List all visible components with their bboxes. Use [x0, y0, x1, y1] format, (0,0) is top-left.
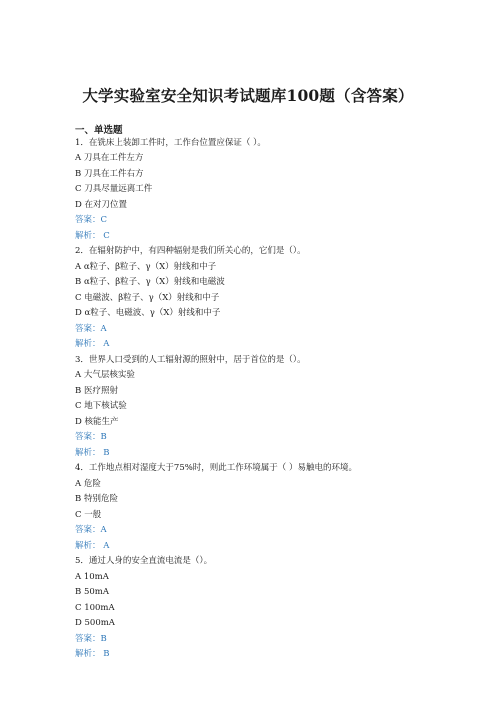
question-block — [75, 554, 435, 663]
answer-option: D 核能生产 — [75, 416, 119, 427]
question-stem: 4．工作地点相对湿度大于75%时，则此工作环境属于（ ）易触电的环境。 — [75, 463, 358, 473]
question-block — [75, 353, 435, 462]
explanation-line: 解析： B — [75, 649, 110, 659]
explanation-line: 解析： A — [75, 339, 110, 349]
section-heading: 一、单选题 — [75, 125, 123, 136]
question-list — [75, 136, 435, 663]
answer-option: A α粒子、β粒子、γ（X）射线和中子 — [75, 261, 217, 272]
question-block — [75, 461, 435, 554]
question-stem: 3．世界人口受到的人工辐射源的照射中，居于首位的是（）。 — [75, 354, 306, 365]
answer-option: B 50mA — [75, 587, 109, 597]
answer-line: 答案：A — [75, 323, 107, 334]
answer-option: D α粒子、电磁波、γ（X）射线和中子 — [75, 308, 221, 318]
answer-option: C 一般 — [75, 509, 102, 520]
question-stem: 5．通过人身的安全直流电流是（）。 — [75, 556, 213, 566]
answer-option: B 特别危险 — [75, 494, 118, 504]
answer-option: A 刀具在工件左方 — [75, 153, 144, 163]
answer-line: 答案：B — [75, 432, 107, 442]
answer-option: A 危险 — [75, 478, 101, 489]
answer-option: A 10mA — [75, 571, 109, 582]
answer-option: C 100mA — [75, 602, 115, 613]
explanation-line: 解析： B — [75, 447, 110, 458]
answer-option: C 刀具尽量远离工件 — [75, 184, 153, 194]
question-block — [75, 244, 435, 353]
document-title: 大学实验室安全知识考试题库100题（含答案） — [82, 86, 414, 105]
question-stem: 2．在辐射防护中，有四种辐射是我们所关心的，它们是（）。 — [75, 246, 306, 256]
question-stem: 1．在铣床上装卸工件时，工作台位置应保证（ ）。 — [75, 137, 266, 148]
question-block — [75, 136, 435, 245]
answer-option: B 医疗照射 — [75, 385, 118, 396]
explanation-line: 解析： A — [75, 540, 110, 551]
answer-line: 答案：C — [75, 215, 108, 225]
answer-option: C 电磁波、β粒子、γ（X）射线和中子 — [75, 292, 220, 303]
answer-option: D 在对刀位置 — [75, 199, 128, 210]
answer-line: 答案：B — [75, 633, 107, 644]
answer-option: C 地下核试验 — [75, 401, 127, 411]
answer-option: A 大气层核实验 — [75, 370, 135, 380]
explanation-line: 解析： C — [75, 230, 110, 241]
answer-line: 答案：A — [75, 525, 107, 535]
answer-option: B α粒子、β粒子、γ（X）射线和电磁波 — [75, 277, 225, 287]
answer-option: D 500mA — [75, 618, 115, 628]
answer-option: B 刀具在工件右方 — [75, 168, 144, 179]
